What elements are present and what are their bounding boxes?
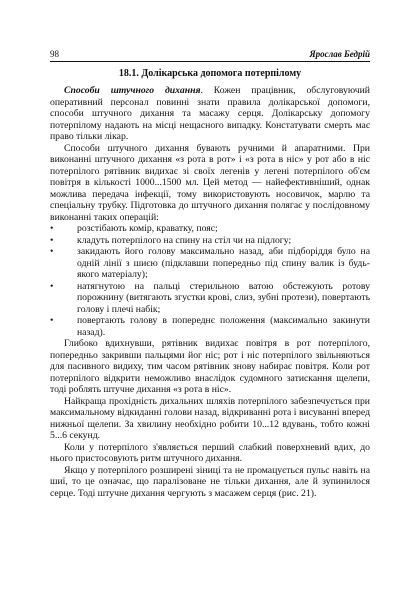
paragraph-1-lead: Способи штучного дихання: [64, 85, 201, 96]
page-content: [50, 66, 370, 499]
list-item: • кладуть потерпілого на спину на стіл чи на підлогу;: [50, 235, 370, 247]
paragraph-1-text: . Кожен працівник, обслуговуючий оперативний персонал повинні знати правила долікарської допомоги, способи штучного дихання та масажу серця. Долікарську допомогу потерпілому надають на місці нещасного випадку. Констатувати смерть має право тільки лікар.: [50, 85, 370, 142]
list-item: • закидають його голову максимально назад, аби підборіддя було на одній лінії з шиєю (підклавши попередньо під спину валик із будь-якого матеріалу);: [50, 246, 370, 281]
steps-list: [50, 223, 370, 338]
list-item: • повертають голову в попереднє положення (максимально закинути назад).: [50, 315, 370, 338]
section-title: 18.1. Долікарська допомога потерпілому: [118, 68, 302, 79]
paragraph-5: Коли у потерпілого з'являється перший слабкий поверхневий вдих, до нього пристосовують ритм штучного дихання.: [50, 441, 370, 464]
running-author: Ярослав Бедрій: [309, 49, 370, 59]
running-header: [50, 45, 370, 59]
paragraph-3: Глибоко вдихнувши, рятівник видихає повітря в рот потерпілого, попередньо закривши пальцями йог ніс; рот і ніс потерпілого звільняються для пасивного видиху, тим часом рятівник знову набирає повітря. Коли рот потерпілого відкрити неможливо внаслідок судомного затискання щелепи, тоді роблять штучне дихання «з рота в ніс».: [50, 338, 370, 395]
list-item: • натягнутою на пальці стерильною ватою обстежують ротову порожнину (витягають згустки крові, слиз, зубні протези), повертають голову і плечі набік;: [50, 281, 370, 316]
page-number: 98: [50, 49, 59, 59]
header-rule: [50, 61, 370, 62]
paragraph-4: Найкраща прохідність дихальних шляхів потерпілого забезпечується при максимальному відкиданні голови назад, відкриванні рота і висуванні вперед нижньої щелепи. За хвилину необхідно робити 10...12 вдувань, тобто кожні 5...6 секунд.: [50, 395, 370, 441]
paragraph-6: Якщо у потерпілого розширені зіниці та не промацується пульс навіть на шиї, то це означає, що паралізоване не тільки дихання, але й зупинилося серце. Тоді штучне дихання чергують з масажем серця (рис. 21).: [50, 464, 370, 499]
list-item: • розстібають комір, краватку, пояс;: [50, 223, 370, 235]
paragraph-1: [50, 85, 370, 143]
paragraph-2: Способи штучного дихання бувають ручними й апаратними. При виконанні штучного дихання «з рота в рот» і «з рота в ніс» у рот або в ніс потерпілого рятівник видихає зі своїх легенів у легені потерпілого об'єм повітря в кількості 1000...1500 мл. Цей метод — найефективніший, однак можлива передача інфекції, тому використовують носовичок, марлю та спеціальну трубку. Підготовка до штучного дихання полягає у послідовному виконанні таких операцій:: [50, 142, 370, 223]
